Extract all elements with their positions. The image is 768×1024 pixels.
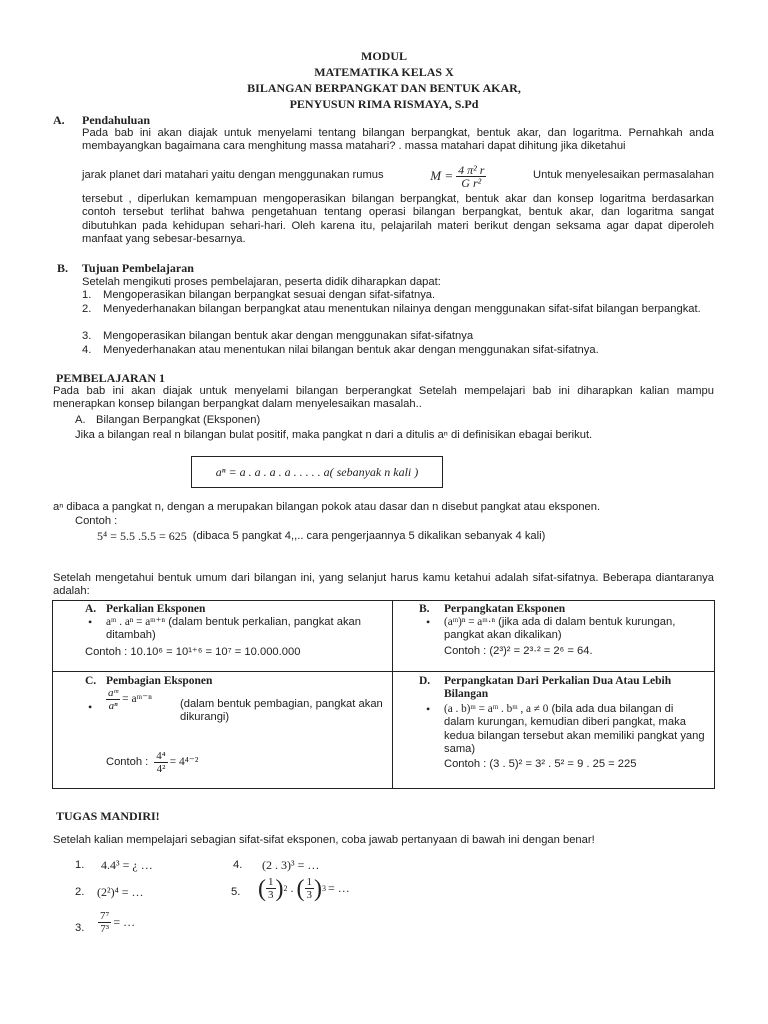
cell-c-example-rhs: = 4⁴⁻² xyxy=(169,756,199,768)
cell-c-example-numerator: 4⁴ xyxy=(156,750,166,762)
example-line xyxy=(97,530,545,543)
formula-denominator: G r² xyxy=(461,175,482,190)
question-5-denominator: 3 xyxy=(306,889,312,901)
question-5-numerator: 1 xyxy=(306,876,312,888)
objective-num: 4. xyxy=(82,344,92,356)
paren-close: ) xyxy=(314,875,322,902)
question-3-fraction xyxy=(98,910,111,935)
formula-trail-text: Untuk menyelesaikan permasalahan xyxy=(533,169,714,182)
cell-c-letter: C. xyxy=(85,675,97,687)
cell-d-rule: (a . b)ᵐ = aᵐ . bᵐ , a ≠ 0 xyxy=(444,703,549,715)
cell-c-bullet: • xyxy=(88,700,93,714)
lesson-title: PEMBELAJARAN 1 xyxy=(56,371,166,385)
cell-d-title: Perpangkatan Dari Perkalian Dua Atau Lebih Bilangan xyxy=(444,675,672,700)
module-label: MODUL xyxy=(361,49,407,63)
question-5-fraction-1 xyxy=(266,876,276,901)
section-a-paragraph-1: Pada bab ini akan diajak untuk menyelami tentang bilangan berpangkat, bentuk akar, dan logaritma. Pernahkah anda membayangkan bagaimana cara menghitung massa matahari? . massa matahari dapat dihitung jika diketahui xyxy=(82,127,714,153)
module-topic: BILANGAN BERPANGKAT DAN BENTUK AKAR, xyxy=(247,81,521,95)
question-5-rhs: = … xyxy=(328,881,350,895)
cell-a-desc: (dalam bentuk perkalian, pangkat akan ditambah) xyxy=(106,616,362,642)
example-math: 5⁴ = 5.5 .5.5 = 625 xyxy=(97,529,187,544)
question-3-rhs: = … xyxy=(113,915,136,929)
cell-a-example: Contoh : 10.10⁶ = 10¹⁺⁶ = 10⁷ = 10.000.000 xyxy=(85,646,301,658)
cell-c-example-fraction xyxy=(154,750,167,775)
question-5-dot: . xyxy=(290,881,294,895)
lesson-intro: Pada bab ini akan diajak untuk menyelami bilangan berperangkat Setelah mempelajari bab ini diharapkan kalian mampu menerapkan konsep bilangan berpangkat dalam menyelesaikan masalah.. xyxy=(53,385,714,411)
cell-d-bullet: • xyxy=(426,702,431,716)
cell-c-rule-denominator: aⁿ xyxy=(108,700,118,712)
section-b-letter: B. xyxy=(57,261,69,275)
mass-formula xyxy=(430,164,486,189)
objective-num: 2. xyxy=(82,303,92,315)
question-3-denominator: 7³ xyxy=(100,923,110,935)
cell-c-rule-rhs: = aᵐ⁻ⁿ xyxy=(122,693,152,705)
paren-open: ( xyxy=(258,875,266,902)
question-number: 3. xyxy=(75,922,85,934)
question-2: (2²)⁴ = … xyxy=(97,885,144,899)
cell-c-title: Pembagian Eksponen xyxy=(106,675,213,687)
cell-b-letter: B. xyxy=(419,603,430,615)
properties-intro: Setelah mengetahui bentuk umum dari bilangan ini, yang selanjut harus kamu ketahui adalah sifat-sifatnya. Beberapa diantaranya adalah: xyxy=(53,572,714,598)
cell-b-rule: (aᵐ)ⁿ = aᵐ·ⁿ xyxy=(444,616,495,628)
definition-formula: aⁿ = a . a . a . a . . . . . a( sebanyak n kali ) xyxy=(215,464,419,479)
module-author: PENYUSUN RIMA RISMAYA, S.Pd xyxy=(289,97,479,111)
objective-text: Menyederhanakan bilangan berpangkat atau menentukan nilainya dengan menggunakan sifat-sifat bilangan berpangkat. xyxy=(103,303,701,315)
section-a-letter: A. xyxy=(53,113,65,127)
formula-lhs: M = xyxy=(430,168,454,184)
formula-fraction xyxy=(456,164,486,189)
question-5-denominator: 3 xyxy=(268,889,274,901)
paren-close: ) xyxy=(275,875,284,902)
section-b-intro: Setelah mengikuti proses pembelajaran, peserta didik diharapkan dapat: xyxy=(82,276,441,288)
section-b-title: Tujuan Pembelajaran xyxy=(82,261,194,275)
cell-d-desc: (bila ada dua bilangan di dalam kurungan, kemudian diberi pangkat, maka kedua bilangan tersebut akan memiliki pangkat yang sama) xyxy=(444,703,705,756)
cell-b-title: Perpangkatan Eksponen xyxy=(444,603,566,615)
cell-c-example-label: Contoh : xyxy=(106,755,149,768)
table-divider-horizontal xyxy=(52,671,714,672)
cell-b-bullet: • xyxy=(426,615,431,629)
cell-d-example: Contoh : (3 . 5)² = 3² . 5² = 9 . 25 = 225 xyxy=(444,758,637,770)
cell-a-title: Perkalian Eksponen xyxy=(106,603,206,615)
task-title: TUGAS MANDIRI! xyxy=(56,809,160,823)
cell-c-example xyxy=(106,750,198,775)
objective-num: 1. xyxy=(82,289,92,301)
objective-num: 3. xyxy=(82,330,92,342)
paren-open: ( xyxy=(296,875,305,902)
subsection-title: Bilangan Berpangkat (Eksponen) xyxy=(96,414,261,426)
objective-text: Menyederhanakan atau menentukan nilai bilangan bentuk akar dengan menggunakan sifat-sifatnya. xyxy=(103,344,599,356)
cell-c-rule-fraction xyxy=(106,687,120,712)
question-1: 4.4³ = ¿ … xyxy=(101,858,153,872)
section-a-title: Pendahuluan xyxy=(82,113,151,127)
formula-numerator: 4 π² r xyxy=(458,162,485,177)
section-a-formula-line xyxy=(82,160,714,192)
cell-d-letter: D. xyxy=(419,675,431,687)
definition-box xyxy=(191,456,443,488)
question-number: 2. xyxy=(75,886,85,898)
example-label: Contoh : xyxy=(75,515,118,527)
question-number: 5. xyxy=(231,886,241,898)
task-intro: Setelah kalian mempelajari sebagian sifat-sifat eksponen, coba jawab pertanyaan di bawah ini dengan benar! xyxy=(53,834,595,846)
question-number: 1. xyxy=(75,859,85,871)
question-5: ( $\frac{1}{3}$ ) 2 . ( $\frac{1}{3}$ ) 3 = … xyxy=(258,875,350,902)
cell-a-letter: A. xyxy=(85,603,97,615)
cell-b-rule-line xyxy=(444,616,706,643)
cell-d-rule-line xyxy=(444,703,706,757)
cell-a-rule-line xyxy=(106,616,388,643)
example-explanation: (dibaca 5 pangkat 4,,.. cara pengerjaannya 5 dikalikan sebanyak 4 kali) xyxy=(192,530,546,542)
module-subject: MATEMATIKA KELAS X xyxy=(314,65,454,79)
definition-line: Jika a bilangan real n bilangan bulat positif, maka pangkat n dari a ditulis aⁿ di definisikan ebagai berikut. xyxy=(75,429,593,441)
question-number: 4. xyxy=(233,859,243,871)
objective-text: Mengoperasikan bilangan bentuk akar dengan menggunakan sifat-sifatnya xyxy=(103,330,474,342)
subsection-letter: A. xyxy=(75,414,86,426)
cell-a-rule: aᵐ . aⁿ = aᵐ⁺ⁿ xyxy=(106,616,166,628)
cell-c-rule-line xyxy=(106,687,156,712)
question-5-numerator: 1 xyxy=(268,876,274,888)
formula-lead-text: jarak planet dari matahari yaitu dengan menggunakan rumus xyxy=(82,169,384,182)
question-3-numerator: 7⁷ xyxy=(100,910,110,922)
cell-c-desc: (dalam bentuk pembagian, pangkat akan dikurangi) xyxy=(180,698,383,724)
definition-explanation: aⁿ dibaca a pangkat n, dengan a merupakan bilangan pokok atau dasar dan n disebut pangkat atau eksponen. xyxy=(53,501,601,513)
question-5-fraction-2 xyxy=(305,876,315,901)
cell-b-desc: (jika ada di dalam bentuk kurungan, pangkat akan dikalikan) xyxy=(444,616,676,642)
cell-c-rule-numerator: aᵐ xyxy=(108,687,119,699)
cell-a-bullet: • xyxy=(88,615,93,629)
cell-b-example: Contoh : (2³)² = 2³·² = 2⁶ = 64. xyxy=(444,645,593,657)
question-4: (2 . 3)³ = … xyxy=(262,858,320,872)
table-divider-vertical xyxy=(392,600,393,788)
objective-text: Mengoperasikan bilangan berpangkat sesuai dengan sifat-sifatnya. xyxy=(103,289,436,301)
cell-c-example-denominator: 4² xyxy=(156,763,166,775)
question-3 xyxy=(98,910,135,935)
section-a-paragraph-3: tersebut , diperlukan kemampuan mengoperasikan bilangan berpangkat, bentuk akar dan konsep logaritma berdasarkan contoh tersebut terlihat bahwa pengetahuan tentang operasi bilangan berpangkat, bentuk akar, dan logaritma sangat dibutuhkan pada kehidupan sehari-hari. Oleh karena itu, pelajarilah materi berikut dengan seksama agar dapat diperoleh manfaat yang sebesar-besarnya. xyxy=(82,193,714,246)
